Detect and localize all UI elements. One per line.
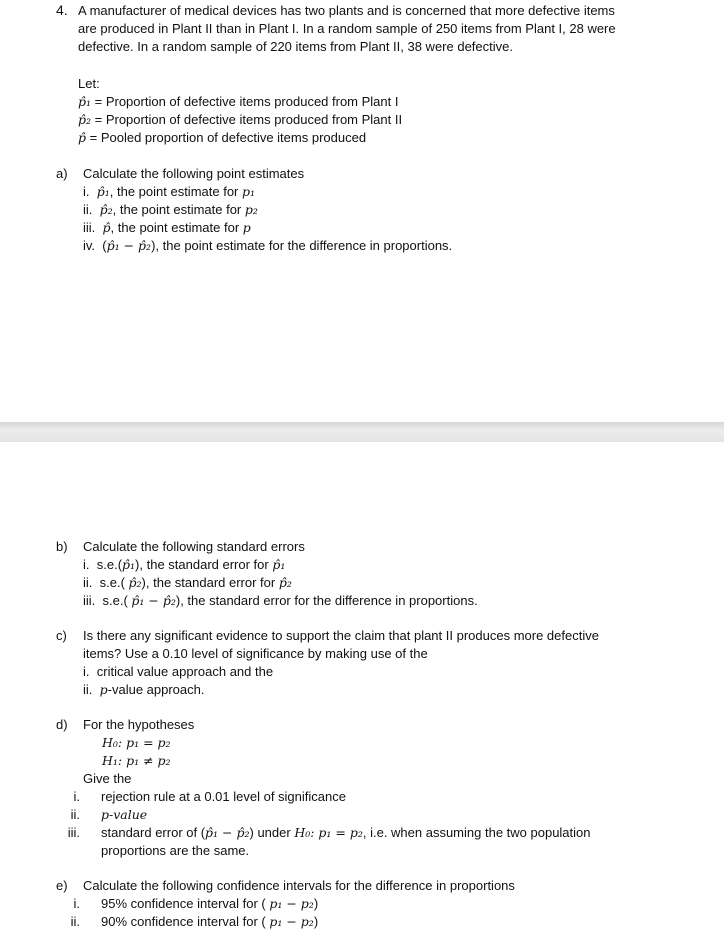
item-number: ii. bbox=[83, 575, 93, 590]
item-prefix: 95% confidence interval for ( bbox=[101, 896, 270, 911]
paren: ( bbox=[102, 238, 107, 253]
symbol-2: p̂₁ bbox=[272, 557, 286, 572]
item-prefix: s.e.( bbox=[99, 575, 129, 590]
question-number: 4. bbox=[56, 2, 68, 18]
part-a-item-2 bbox=[83, 201, 258, 219]
item-text: , the point estimate for bbox=[109, 184, 242, 199]
part-a-item-3 bbox=[83, 219, 251, 237]
definition-p2-hat bbox=[78, 111, 402, 129]
item-text-tail: , i.e. when assuming the two population bbox=[362, 825, 591, 840]
item-number: i. bbox=[83, 664, 90, 679]
part-d-item-2: p-value bbox=[101, 807, 148, 822]
item-text: critical value approach and the bbox=[96, 664, 274, 679]
symbol: p̂₂ bbox=[78, 112, 92, 127]
part-d-item-3-continued: proportions are the same. bbox=[101, 843, 250, 858]
item-prefix: s.e.( bbox=[96, 557, 123, 572]
part-a-item-4 bbox=[83, 237, 452, 255]
item-text: ), the standard error for bbox=[135, 557, 273, 572]
part-b-item-2 bbox=[83, 574, 292, 592]
item-text: -value approach. bbox=[107, 682, 205, 697]
part-d-give: Give the bbox=[83, 771, 132, 786]
symbol: p₁ − p₂ bbox=[269, 914, 314, 929]
definition-pooled bbox=[78, 129, 366, 147]
question-text-line-1: A manufacturer of medical devices has two plants and is concerned that more defective items bbox=[78, 3, 615, 18]
part-d-item-1-number: i. bbox=[73, 789, 80, 804]
item-number: ii. bbox=[83, 682, 93, 697]
item-number: iv. bbox=[83, 238, 96, 253]
symbol: p bbox=[99, 682, 108, 697]
part-a-label: a) bbox=[56, 166, 68, 181]
part-e-label: e) bbox=[56, 878, 68, 893]
part-d-item-2-number: ii. bbox=[70, 807, 80, 822]
part-d-item-3-number: iii. bbox=[67, 825, 80, 840]
item-number: i. bbox=[83, 557, 90, 572]
definition-text: = Pooled proportion of defective items produced bbox=[86, 130, 367, 145]
part-d-title: For the hypotheses bbox=[83, 717, 195, 732]
item-number: iii. bbox=[83, 593, 96, 608]
part-a-item-1 bbox=[83, 183, 255, 201]
part-e-item-1-number: i. bbox=[73, 896, 80, 911]
symbol-2: p̂₂ bbox=[278, 575, 292, 590]
question-text-line-2: are produced in Plant II than in Plant I. In a random sample of 250 items from Plant I, 28 were bbox=[78, 21, 616, 36]
part-e-item-1 bbox=[101, 895, 318, 913]
part-b-title: Calculate the following standard errors bbox=[83, 539, 305, 554]
item-number: i. bbox=[83, 184, 90, 199]
symbol: p̂₁ bbox=[78, 94, 92, 109]
part-d-item-1: rejection rule at a 0.01 level of significance bbox=[101, 789, 346, 804]
symbol: p̂₁ bbox=[96, 184, 110, 199]
page-separator bbox=[0, 422, 724, 442]
part-d-item-3 bbox=[101, 824, 591, 842]
part-c-line-2: items? Use a 0.10 level of significance by making use of the bbox=[83, 646, 428, 661]
item-number: iii. bbox=[83, 220, 96, 235]
symbol: p̂₁ − p̂₂ bbox=[205, 825, 250, 840]
part-a-title: Calculate the following point estimates bbox=[83, 166, 305, 181]
part-c-label: c) bbox=[56, 628, 67, 643]
part-c-item-1 bbox=[83, 663, 273, 681]
item-text: ), the point estimate for the difference in proportions. bbox=[151, 238, 453, 253]
item-text: ), the standard error for bbox=[141, 575, 279, 590]
symbol: p̂ bbox=[78, 130, 87, 145]
symbol: p̂₁ − p̂₂ bbox=[106, 238, 152, 253]
symbol-2: p₂ bbox=[244, 202, 258, 217]
item-prefix: standard error of ( bbox=[101, 825, 206, 840]
item-text: , the point estimate for bbox=[112, 202, 245, 217]
item-text: , the point estimate for bbox=[110, 220, 243, 235]
item-text: ) under bbox=[249, 825, 295, 840]
symbol: p̂₁ − p̂₂ bbox=[131, 593, 176, 608]
item-text: ), the standard error for the difference in proportions. bbox=[175, 593, 478, 608]
part-d-label: d) bbox=[56, 717, 68, 732]
definition-text: = Proportion of defective items produced from Plant I bbox=[91, 94, 399, 109]
symbol-2: p bbox=[242, 220, 251, 235]
symbol: p̂₂ bbox=[99, 202, 113, 217]
item-number: ii. bbox=[83, 202, 93, 217]
item-prefix: s.e.( bbox=[102, 593, 132, 608]
symbol: p̂₁ bbox=[122, 557, 136, 572]
definition-p1-hat bbox=[78, 93, 398, 111]
part-b-label: b) bbox=[56, 539, 68, 554]
symbol: p̂ bbox=[102, 220, 111, 235]
paren: ) bbox=[313, 914, 319, 929]
symbol: p̂₂ bbox=[128, 575, 142, 590]
page-1 bbox=[0, 0, 724, 422]
part-c-line-1: Is there any significant evidence to support the claim that plant II produces more defective bbox=[83, 628, 599, 643]
symbol-2: p₁ bbox=[241, 184, 255, 199]
part-e-title: Calculate the following confidence intervals for the difference in proportions bbox=[83, 878, 515, 893]
item-prefix: 90% confidence interval for ( bbox=[101, 914, 270, 929]
part-e-item-2-number: ii. bbox=[70, 914, 80, 929]
let-heading: Let: bbox=[78, 76, 100, 91]
part-c-item-2 bbox=[83, 681, 204, 699]
question-text-line-3: defective. In a random sample of 220 items from Plant II, 38 were defective. bbox=[78, 39, 513, 54]
null-hypothesis: H₀: p₁ = p₂ bbox=[102, 735, 171, 750]
symbol: p₁ − p₂ bbox=[269, 896, 314, 911]
symbol-2: H₀: p₁ = p₂ bbox=[294, 825, 363, 840]
part-e-item-2 bbox=[101, 913, 318, 931]
part-b-item-3 bbox=[83, 592, 478, 610]
page-2 bbox=[0, 442, 724, 951]
alternative-hypothesis: H₁: p₁ ≠ p₂ bbox=[102, 753, 171, 768]
part-b-item-1 bbox=[83, 556, 285, 574]
definition-text: = Proportion of defective items produced from Plant II bbox=[91, 112, 403, 127]
paren: ) bbox=[313, 896, 319, 911]
